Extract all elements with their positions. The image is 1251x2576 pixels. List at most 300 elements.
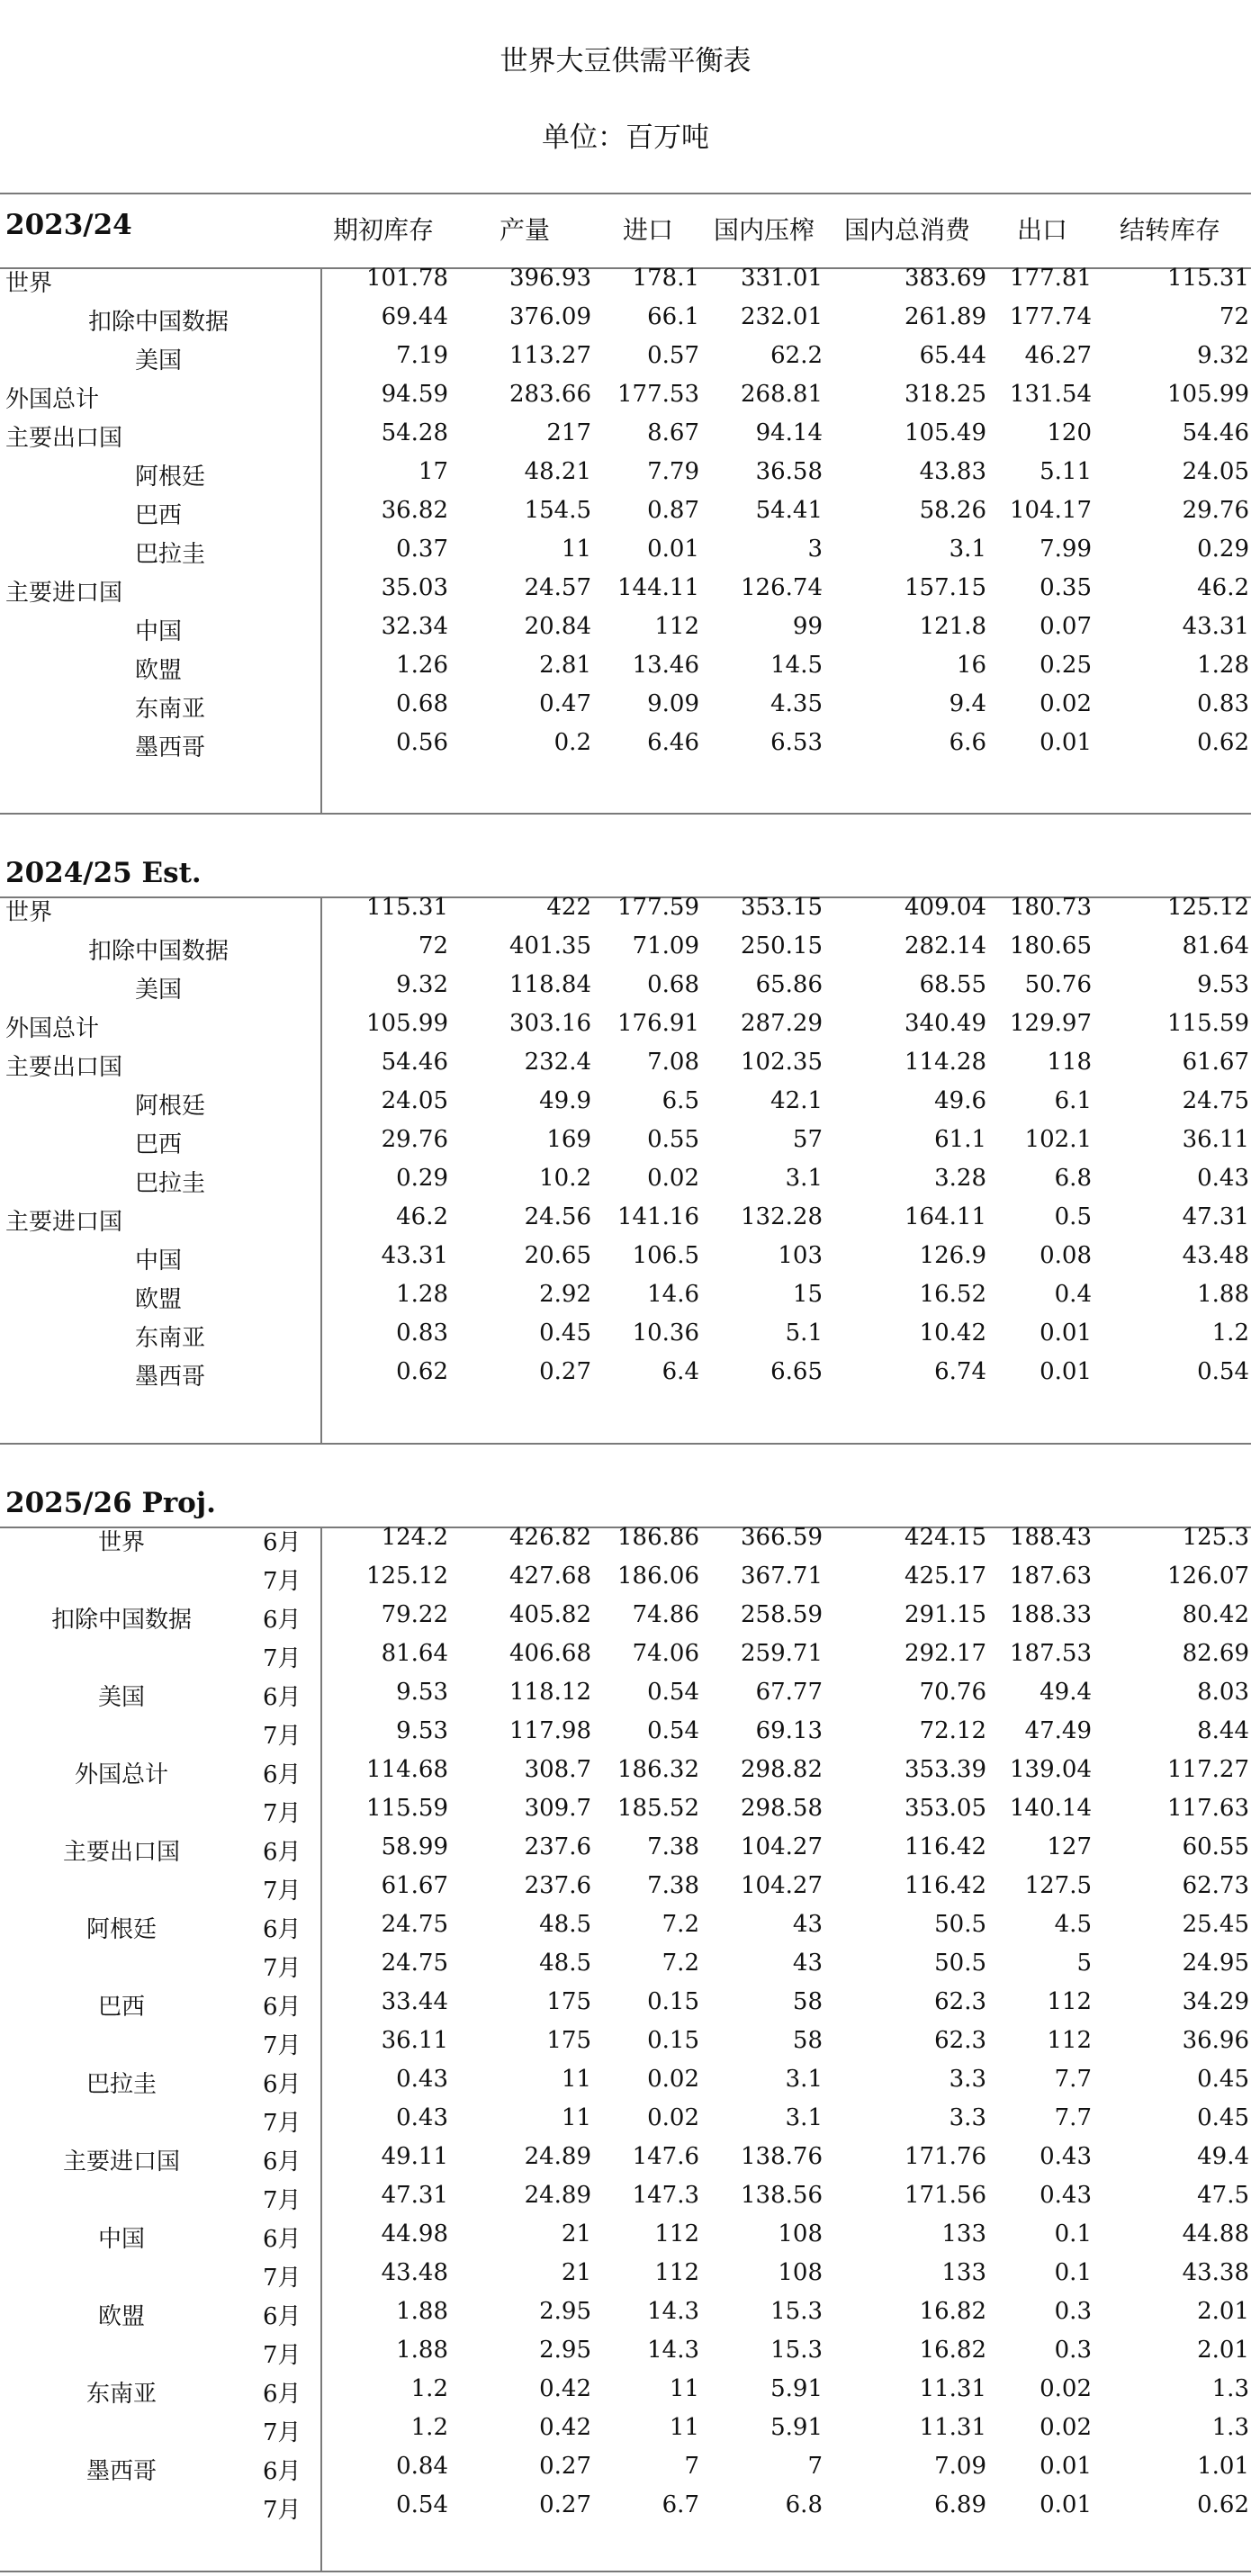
- row-label: 巴西: [97, 1994, 145, 2021]
- table-cell: 49.4: [1040, 1679, 1092, 1706]
- table-cell: 24.95: [1182, 1950, 1249, 1977]
- table-cell: 81.64: [381, 1640, 448, 1667]
- table-cell: 16: [956, 652, 986, 679]
- table-cell: 3.1: [785, 1165, 823, 1192]
- table-cell: 138.76: [741, 2143, 823, 2170]
- table-cell: 7: [684, 2453, 699, 2480]
- table-cell: 32.34: [381, 613, 448, 640]
- month-label: 6月: [263, 1684, 302, 1711]
- table-cell: 36.58: [755, 458, 823, 485]
- table-cell: 72: [418, 932, 448, 959]
- table-cell: 10.2: [539, 1165, 591, 1192]
- table-cell: 54.46: [381, 1049, 448, 1076]
- section-bottom-rule: [0, 2571, 1251, 2572]
- table-cell: 34.29: [1182, 1988, 1249, 2015]
- table-cell: 0.68: [647, 971, 699, 998]
- table-cell: 376.09: [509, 303, 591, 330]
- table-cell: 8.44: [1197, 1717, 1249, 1744]
- table-cell: 176.91: [617, 1010, 699, 1037]
- table-cell: 4.5: [1054, 1911, 1092, 1938]
- table-cell: 43.31: [381, 1242, 448, 1269]
- table-row: [0, 458, 1251, 497]
- table-cell: 0.01: [1040, 729, 1092, 756]
- table-row: [0, 1601, 1251, 1640]
- table-cell: 0.62: [1197, 2491, 1249, 2518]
- table-cell: 112: [654, 2259, 699, 2286]
- table-cell: 14.3: [647, 2337, 699, 2364]
- table-cell: 186.06: [617, 1563, 699, 1590]
- table-row: [0, 1203, 1251, 1242]
- row-label: 美国: [97, 1684, 145, 1711]
- table-cell: 298.58: [741, 1795, 823, 1822]
- table-cell: 268.81: [741, 381, 823, 408]
- table-cell: 131.54: [1010, 381, 1092, 408]
- table-row: [0, 1320, 1251, 1358]
- table-cell: 69.13: [755, 1717, 823, 1744]
- table-cell: 0.1: [1054, 2259, 1092, 2286]
- table-cell: 5.1: [785, 1320, 823, 1347]
- table-cell: 24.89: [524, 2143, 591, 2170]
- table-cell: 44.98: [381, 2220, 448, 2247]
- table-cell: 0.37: [396, 536, 448, 563]
- table-cell: 112: [1047, 1988, 1092, 2015]
- table-cell: 0.27: [539, 1358, 591, 1385]
- table-cell: 0.15: [647, 1988, 699, 2015]
- table-cell: 46.27: [1024, 342, 1092, 369]
- table-cell: 237.6: [524, 1872, 591, 1899]
- table-cell: 7.08: [647, 1049, 699, 1076]
- table-cell: 82.69: [1182, 1640, 1249, 1667]
- table-cell: 187.63: [1010, 1563, 1092, 1590]
- table-cell: 258.59: [741, 1601, 823, 1628]
- row-label: 墨西哥: [135, 1364, 206, 1391]
- table-cell: 6.4: [662, 1358, 699, 1385]
- table-cell: 125.3: [1182, 1524, 1249, 1551]
- table-cell: 24.56: [524, 1203, 591, 1230]
- table-cell: 0.02: [647, 1165, 699, 1192]
- column-header: 期初库存: [333, 215, 435, 245]
- table-cell: 232.01: [741, 303, 823, 330]
- table-cell: 7: [807, 2453, 823, 2480]
- table-row: [0, 2453, 1251, 2491]
- table-cell: 125.12: [1167, 894, 1249, 921]
- table-row: [0, 2337, 1251, 2375]
- row-label: 东南亚: [86, 2381, 157, 2408]
- table-cell: 0.83: [396, 1320, 448, 1347]
- table-cell: 14.6: [647, 1281, 699, 1308]
- month-label: 6月: [263, 1529, 302, 1556]
- table-cell: 15: [792, 1281, 823, 1308]
- column-header: 进口: [623, 215, 674, 245]
- table-cell: 133: [941, 2259, 986, 2286]
- table-cell: 117.27: [1167, 1756, 1249, 1783]
- table-cell: 6.53: [770, 729, 823, 756]
- table-cell: 62.3: [934, 1988, 986, 2015]
- table-cell: 401.35: [509, 932, 591, 959]
- row-label: 扣除中国数据: [88, 938, 230, 965]
- table-cell: 186.32: [617, 1756, 699, 1783]
- table-cell: 308.7: [524, 1756, 591, 1783]
- table-cell: 185.52: [617, 1795, 699, 1822]
- row-label: 主要出口国: [5, 1054, 123, 1081]
- table-cell: 6.65: [770, 1358, 823, 1385]
- table-cell: 0.29: [1197, 536, 1249, 563]
- table-cell: 303.16: [509, 1010, 591, 1037]
- table-cell: 47.5: [1197, 2182, 1249, 2209]
- table-row: [0, 1049, 1251, 1087]
- table-cell: 43.48: [381, 2259, 448, 2286]
- table-cell: 5.91: [770, 2375, 823, 2402]
- table-cell: 46.2: [1197, 574, 1249, 601]
- table-cell: 6.89: [934, 2491, 986, 2518]
- table-cell: 11: [669, 2414, 699, 2441]
- table-cell: 1.28: [1197, 652, 1249, 679]
- table-cell: 2.01: [1197, 2298, 1249, 2325]
- table-cell: 171.56: [904, 2182, 986, 2209]
- table-cell: 101.78: [366, 265, 448, 292]
- table-row: [0, 652, 1251, 690]
- table-cell: 105.49: [904, 419, 986, 446]
- table-cell: 0.43: [1040, 2182, 1092, 2209]
- table-cell: 186.86: [617, 1524, 699, 1551]
- table-cell: 69.44: [381, 303, 448, 330]
- row-label: 阿根廷: [135, 464, 206, 491]
- table-row: [0, 932, 1251, 971]
- table-cell: 0.43: [1197, 1165, 1249, 1192]
- table-cell: 406.68: [509, 1640, 591, 1667]
- table-cell: 68.55: [919, 971, 986, 998]
- table-row: [0, 265, 1251, 303]
- table-cell: 259.71: [741, 1640, 823, 1667]
- table-row: [0, 1872, 1251, 1911]
- table-row: [0, 303, 1251, 342]
- table-cell: 0.43: [396, 2066, 448, 2093]
- table-row: [0, 2220, 1251, 2259]
- month-label: 7月: [263, 1645, 302, 1672]
- table-cell: 147.3: [632, 2182, 699, 2209]
- section-top-rule: [0, 193, 1251, 194]
- table-cell: 1.88: [396, 2337, 448, 2364]
- column-header: 出口: [1017, 215, 1068, 245]
- table-cell: 0.42: [539, 2375, 591, 2402]
- table-cell: 70.76: [919, 1679, 986, 1706]
- row-label: 主要进口国: [62, 2148, 180, 2175]
- table-cell: 24.89: [524, 2182, 591, 2209]
- table-cell: 9.53: [396, 1679, 448, 1706]
- table-cell: 0.54: [1197, 1358, 1249, 1385]
- table-cell: 105.99: [366, 1010, 448, 1037]
- table-cell: 42.1: [770, 1087, 823, 1114]
- table-cell: 3.1: [785, 2066, 823, 2093]
- table-cell: 48.5: [539, 1950, 591, 1977]
- month-label: 7月: [263, 1878, 302, 1905]
- unit-label: 单位：百万吨: [542, 122, 709, 154]
- table-cell: 47.31: [381, 2182, 448, 2209]
- month-label: 6月: [263, 2226, 302, 2253]
- table-cell: 0.87: [647, 497, 699, 524]
- table-cell: 50.5: [934, 1950, 986, 1977]
- table-cell: 154.5: [524, 497, 591, 524]
- month-label: 7月: [263, 1723, 302, 1750]
- table-cell: 0.45: [1197, 2104, 1249, 2131]
- table-cell: 177.59: [617, 894, 699, 921]
- table-cell: 48.5: [539, 1911, 591, 1938]
- row-label: 美国: [135, 347, 183, 374]
- table-cell: 61.67: [1182, 1049, 1249, 1076]
- table-row: [0, 2298, 1251, 2337]
- month-label: 6月: [263, 2381, 302, 2408]
- month-label: 7月: [263, 2265, 302, 2292]
- table-cell: 10.36: [632, 1320, 699, 1347]
- row-label: 外国总计: [74, 1761, 168, 1788]
- table-cell: 114.68: [366, 1756, 448, 1783]
- month-label: 7月: [263, 2110, 302, 2137]
- table-row: [0, 1165, 1251, 1203]
- table-cell: 8.67: [647, 419, 699, 446]
- table-cell: 1.01: [1197, 2453, 1249, 2480]
- table-row: [0, 1833, 1251, 1872]
- table-cell: 58: [792, 2027, 823, 2054]
- table-row: [0, 574, 1251, 613]
- table-cell: 9.4: [949, 690, 986, 717]
- table-cell: 383.69: [904, 265, 986, 292]
- table-cell: 115.31: [366, 894, 448, 921]
- table-cell: 309.7: [524, 1795, 591, 1822]
- table-row: [0, 1358, 1251, 1397]
- table-cell: 112: [654, 613, 699, 640]
- table-cell: 104.27: [741, 1833, 823, 1860]
- table-cell: 5.11: [1040, 458, 1092, 485]
- table-cell: 114.28: [904, 1049, 986, 1076]
- table-row: [0, 1679, 1251, 1717]
- table-cell: 43.31: [1182, 613, 1249, 640]
- table-cell: 237.6: [524, 1833, 591, 1860]
- table-cell: 54.46: [1182, 419, 1249, 446]
- section-bottom-rule: [0, 813, 1251, 815]
- table-cell: 49.11: [381, 2143, 448, 2170]
- table-cell: 5.91: [770, 2414, 823, 2441]
- table-cell: 427.68: [509, 1563, 591, 1590]
- table-cell: 20.65: [524, 1242, 591, 1269]
- month-label: 7月: [263, 2032, 302, 2059]
- table-row: [0, 2143, 1251, 2182]
- table-cell: 115.59: [1167, 1010, 1249, 1037]
- table-cell: 169: [546, 1126, 591, 1153]
- page-title: 世界大豆供需平衡表: [500, 45, 752, 77]
- table-cell: 72.12: [919, 1717, 986, 1744]
- table-cell: 24.05: [1182, 458, 1249, 485]
- month-label: 7月: [263, 2497, 302, 2524]
- table-cell: 0.54: [396, 2491, 448, 2518]
- table-cell: 405.82: [509, 1601, 591, 1628]
- table-cell: 120: [1047, 419, 1092, 446]
- table-cell: 7.38: [647, 1833, 699, 1860]
- table-cell: 21: [561, 2259, 591, 2286]
- table-cell: 115.59: [366, 1795, 448, 1822]
- table-cell: 43: [792, 1950, 823, 1977]
- table-cell: 0.08: [1040, 1242, 1092, 1269]
- table-cell: 0.02: [647, 2066, 699, 2093]
- table-cell: 1.2: [1211, 1320, 1249, 1347]
- table-cell: 409.04: [904, 894, 986, 921]
- row-label: 欧盟: [135, 1286, 183, 1313]
- table-cell: 11: [669, 2375, 699, 2402]
- table-cell: 6.46: [647, 729, 699, 756]
- table-cell: 425.17: [904, 1563, 986, 1590]
- table-cell: 24.75: [381, 1911, 448, 1938]
- table-cell: 0.35: [1040, 574, 1092, 601]
- table-cell: 7.7: [1054, 2104, 1092, 2131]
- table-cell: 65.86: [755, 971, 823, 998]
- table-cell: 6.5: [662, 1087, 699, 1114]
- table-cell: 422: [546, 894, 591, 921]
- table-cell: 112: [654, 2220, 699, 2247]
- table-cell: 0.55: [647, 1126, 699, 1153]
- table-cell: 127: [1047, 1833, 1092, 1860]
- table-cell: 366.59: [741, 1524, 823, 1551]
- row-label: 墨西哥: [135, 734, 206, 761]
- table-cell: 217: [546, 419, 591, 446]
- table-cell: 58.99: [381, 1833, 448, 1860]
- table-cell: 9.32: [396, 971, 448, 998]
- table-cell: 139.04: [1010, 1756, 1092, 1783]
- table-cell: 7.38: [647, 1872, 699, 1899]
- table-row: [0, 1126, 1251, 1165]
- table-cell: 1.2: [410, 2414, 448, 2441]
- row-label: 欧盟: [135, 657, 183, 684]
- row-label: 东南亚: [135, 1325, 206, 1352]
- table-cell: 47.49: [1024, 1717, 1092, 1744]
- table-cell: 0.2: [554, 729, 591, 756]
- table-row: [0, 613, 1251, 652]
- table-cell: 0.43: [396, 2104, 448, 2131]
- row-label: 世界: [5, 899, 53, 926]
- table-cell: 0.01: [1040, 1320, 1092, 1347]
- table-cell: 287.29: [741, 1010, 823, 1037]
- table-cell: 66.1: [647, 303, 699, 330]
- table-cell: 108: [778, 2259, 823, 2286]
- table-cell: 57: [792, 1126, 823, 1153]
- table-cell: 127.5: [1024, 1872, 1092, 1899]
- table-cell: 9.53: [1197, 971, 1249, 998]
- row-label: 主要进口国: [5, 1209, 123, 1236]
- table-cell: 13.46: [632, 652, 699, 679]
- table-cell: 36.82: [381, 497, 448, 524]
- table-cell: 367.71: [741, 1563, 823, 1590]
- table-row: [0, 497, 1251, 536]
- table-cell: 1.3: [1211, 2414, 1249, 2441]
- section-label: 2025/26 Proj.: [5, 1487, 216, 1519]
- table-row: [0, 1087, 1251, 1126]
- table-cell: 7.2: [662, 1950, 699, 1977]
- table-cell: 0.54: [647, 1717, 699, 1744]
- table-row: [0, 729, 1251, 768]
- table-cell: 25.45: [1182, 1911, 1249, 1938]
- row-label: 东南亚: [135, 696, 206, 723]
- table-cell: 71.09: [632, 932, 699, 959]
- table-cell: 46.2: [396, 1203, 448, 1230]
- table-cell: 16.52: [919, 1281, 986, 1308]
- table-cell: 138.56: [741, 2182, 823, 2209]
- table-cell: 15.3: [770, 2298, 823, 2325]
- table-cell: 133: [941, 2220, 986, 2247]
- table-cell: 49.4: [1197, 2143, 1249, 2170]
- table-cell: 60.55: [1182, 1833, 1249, 1860]
- column-header: 产量: [500, 215, 551, 245]
- table-cell: 58: [792, 1988, 823, 2015]
- table-row: [0, 2104, 1251, 2143]
- table-cell: 102.1: [1024, 1126, 1092, 1153]
- table-cell: 65.44: [919, 342, 986, 369]
- row-label: 巴拉圭: [135, 541, 206, 568]
- table-cell: 11: [561, 536, 591, 563]
- table-cell: 291.15: [904, 1601, 986, 1628]
- table-row: [0, 971, 1251, 1010]
- table-cell: 0.62: [1197, 729, 1249, 756]
- table-cell: 1.3: [1211, 2375, 1249, 2402]
- table-cell: 188.33: [1010, 1601, 1092, 1628]
- table-cell: 117.98: [509, 1717, 591, 1744]
- table-row: [0, 1563, 1251, 1601]
- row-label: 世界: [5, 270, 53, 297]
- table-cell: 5: [1076, 1950, 1092, 1977]
- table-cell: 54.41: [755, 497, 823, 524]
- month-label: 6月: [263, 1994, 302, 2021]
- table-cell: 0.83: [1197, 690, 1249, 717]
- table-cell: 74.86: [632, 1601, 699, 1628]
- table-cell: 3.3: [949, 2104, 986, 2131]
- table-cell: 353.39: [904, 1756, 986, 1783]
- table-cell: 250.15: [741, 932, 823, 959]
- table-row: [0, 1010, 1251, 1049]
- table-cell: 0.15: [647, 2027, 699, 2054]
- table-cell: 24.05: [381, 1087, 448, 1114]
- table-cell: 1.28: [396, 1281, 448, 1308]
- table-cell: 0.57: [647, 342, 699, 369]
- table-cell: 11: [561, 2104, 591, 2131]
- table-cell: 61.1: [934, 1126, 986, 1153]
- column-header: 国内压榨: [714, 215, 815, 245]
- table-cell: 0.45: [1197, 2066, 1249, 2093]
- table-cell: 2.95: [539, 2298, 591, 2325]
- table-cell: 140.14: [1010, 1795, 1092, 1822]
- table-cell: 126.9: [919, 1242, 986, 1269]
- table-cell: 0.07: [1040, 613, 1092, 640]
- row-label: 外国总计: [5, 386, 100, 413]
- table-cell: 0.47: [539, 690, 591, 717]
- table-cell: 0.42: [539, 2414, 591, 2441]
- table-cell: 0.43: [1040, 2143, 1092, 2170]
- table-cell: 157.15: [904, 574, 986, 601]
- table-cell: 180.73: [1010, 894, 1092, 921]
- table-cell: 29.76: [381, 1126, 448, 1153]
- table-cell: 36.96: [1182, 2027, 1249, 2054]
- table-cell: 0.02: [1040, 2414, 1092, 2441]
- table-cell: 106.5: [632, 1242, 699, 1269]
- table-cell: 6.8: [785, 2491, 823, 2518]
- row-label: 巴西: [135, 502, 183, 529]
- table-cell: 8.03: [1197, 1679, 1249, 1706]
- table-cell: 340.49: [904, 1010, 986, 1037]
- row-label: 主要出口国: [62, 1839, 180, 1866]
- table-cell: 292.17: [904, 1640, 986, 1667]
- table-row: [0, 1795, 1251, 1833]
- table-cell: 11.31: [919, 2414, 986, 2441]
- table-cell: 16.82: [919, 2337, 986, 2364]
- table-row: [0, 1640, 1251, 1679]
- table-cell: 0.4: [1054, 1281, 1092, 1308]
- table-cell: 62.3: [934, 2027, 986, 2054]
